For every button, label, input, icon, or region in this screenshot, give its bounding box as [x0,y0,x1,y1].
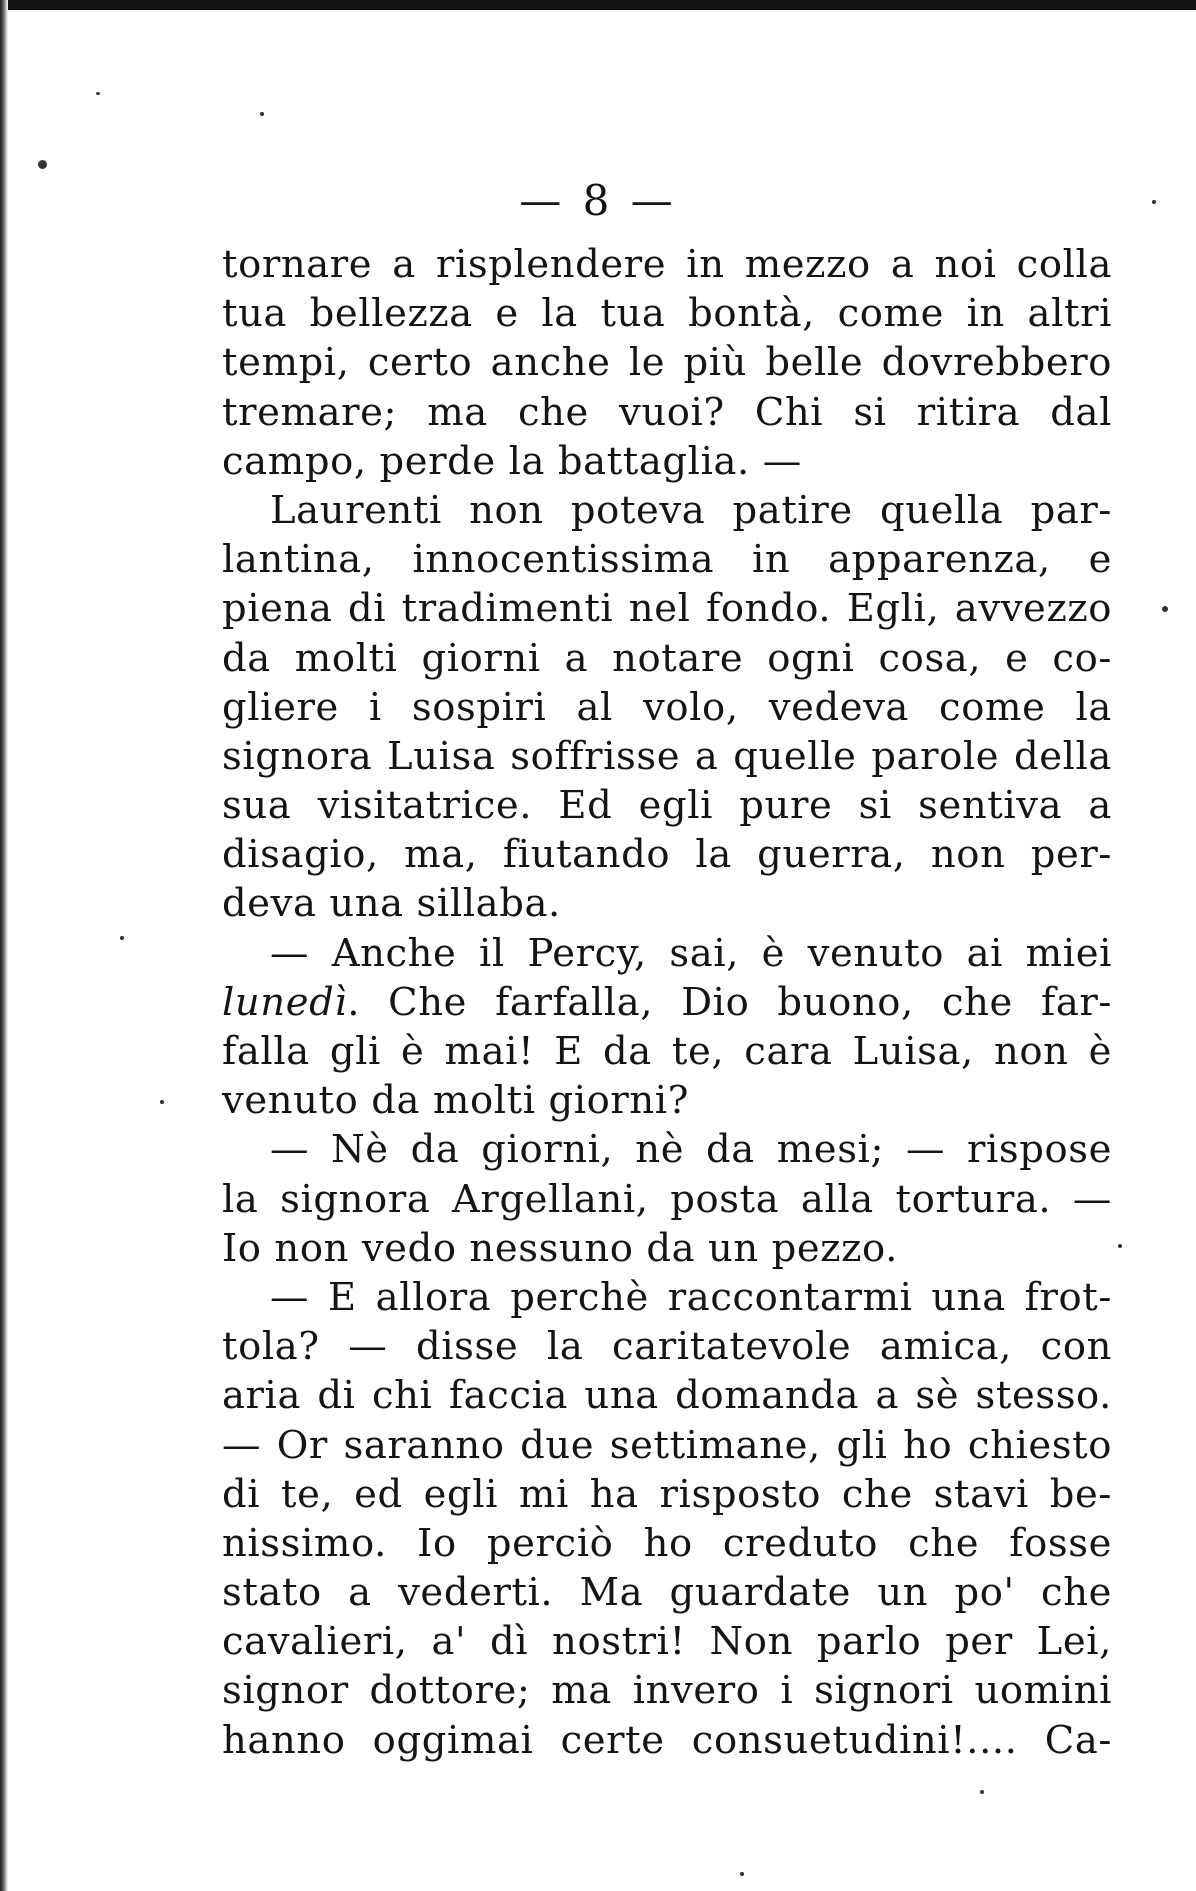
italic-word: lunedì [222,979,348,1025]
text-line: — Nè da giorni, nè da mesi; — rispose [270,1127,1112,1173]
text-line: tua bellezza e la tua bontà, come in altri [222,291,1112,337]
text-line: — Or saranno due settimane, gli ho chiesto [222,1422,1112,1468]
scan-speck [980,1790,984,1794]
scan-speck [1118,1244,1122,1248]
text-line: Laurenti non poteva patire quella par- [270,487,1112,533]
page-number: — 8 — [519,176,677,225]
text-line: piena di tradimenti nel fondo. Egli, avvezzo [222,586,1112,632]
text-line: venuto da molti giorni? [222,1078,689,1124]
scan-speck [260,112,264,116]
text-line: Io non vedo nessuno da un pezzo. [222,1225,898,1271]
text-line: nissimo. Io perciò ho creduto che fosse [222,1520,1112,1566]
text-line: cavalieri, a' dì nostri! Non parlo per Lei, [222,1619,1112,1665]
scan-speck [38,160,47,169]
text-line: campo, perde la battaglia. — [222,438,802,484]
text-line: — Anche il Percy, sai, è venuto ai miei [270,930,1112,976]
text-line: tremare; ma che vuoi? Chi si ritira dal [222,389,1112,435]
body-text [222,240,1112,1765]
text-line: sua visitatrice. Ed egli pure si sentiva a [222,783,1112,829]
scan-speck [120,936,124,940]
text-line: la signora Argellani, posta alla tortura. — [222,1176,1112,1222]
scan-speck [1162,606,1168,612]
scan-speck [160,1100,164,1104]
scan-top-edge [0,0,1196,10]
text-line: di te, ed egli mi ha risposto che stavi be- [222,1471,1112,1517]
text-line: tempi, certo anche le più belle dovrebbero [222,340,1112,386]
text-line: deva una sillaba. [222,881,561,927]
text-line: falla gli è mai! E da te, cara Luisa, non è [222,1029,1112,1074]
text-line: signor dottore; ma invero i signori uomini [222,1668,1112,1714]
text-line-rest: . Che farfalla, Dio buono, che far- [347,979,1112,1025]
text-line: stato a vederti. Ma guardate un po' che [222,1570,1112,1616]
text-line: da molti giorni a notare ogni cosa, e co- [222,635,1112,681]
text-line: signora Luisa soffrisse a quelle parole della [222,733,1112,779]
text-line: disagio, ma, fiutando la guerra, non per- [222,832,1112,878]
text-line: tornare a risplendere in mezzo a noi colla [222,242,1112,287]
text-line: gliere i sospiri al volo, vedeva come la [222,684,1112,730]
text-line [222,978,1112,1027]
text-line: tola? — disse la caritatevole amica, con [222,1324,1112,1370]
text-line: lantina, innocentissima in apparenza, e [222,537,1112,583]
scan-speck [740,1872,744,1876]
text-line: — E allora perchè raccontarmi una frot- [270,1274,1112,1320]
scan-speck [96,92,100,95]
text-line: hanno oggimai certe consuetudini!.... Ca- [222,1717,1112,1763]
text-line: aria di chi faccia una domanda a sè stesso. [222,1373,1112,1419]
scan-left-edge [0,0,8,1891]
